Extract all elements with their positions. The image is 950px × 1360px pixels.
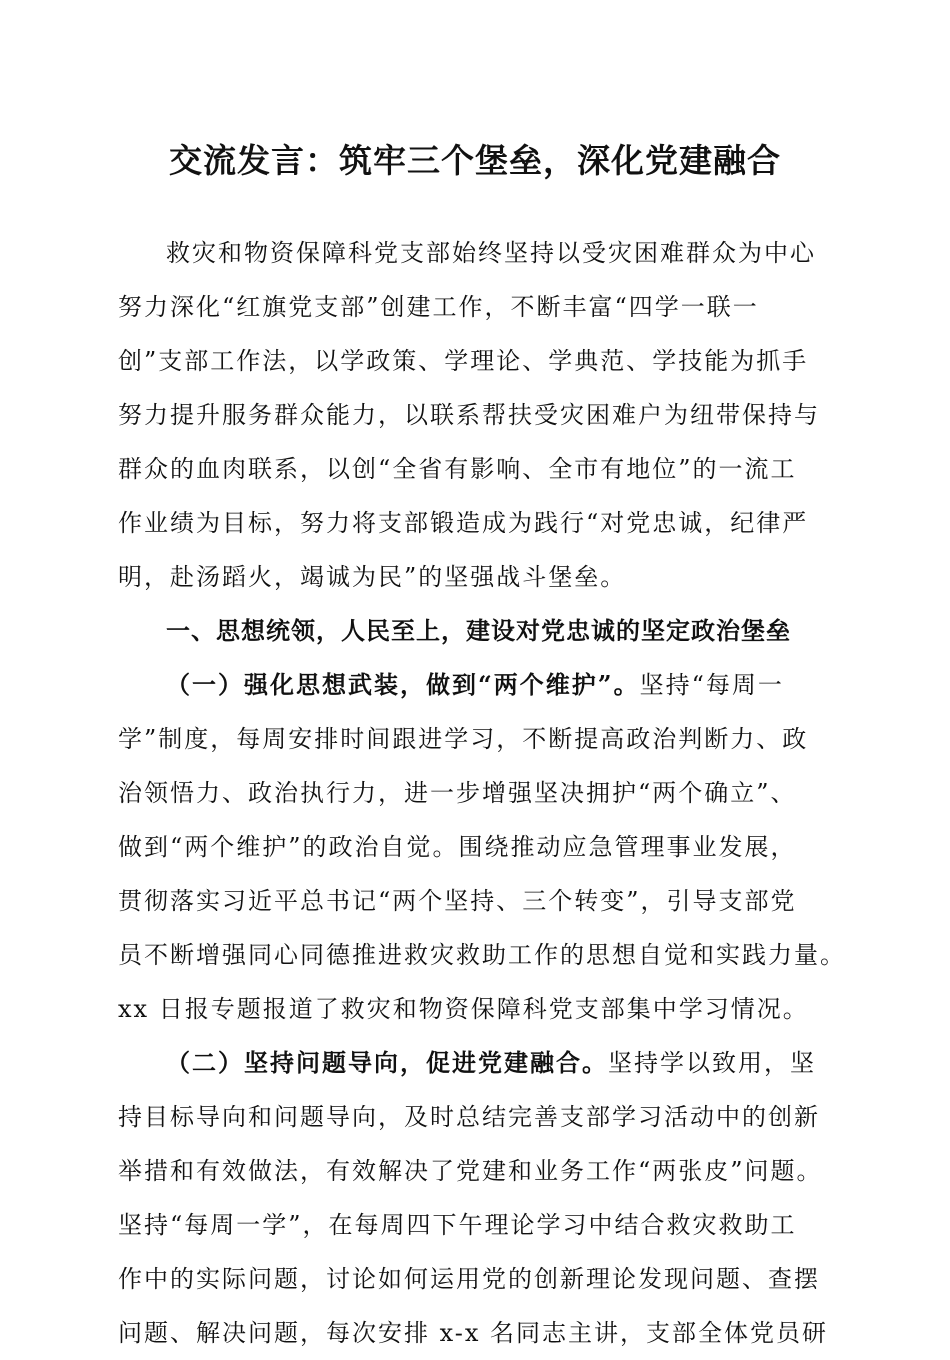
paragraph-1-line: 作业绩为目标，努力将支部锻造成为践行“对党忠诚，纪律严	[118, 509, 809, 537]
document-body	[118, 226, 846, 1360]
subsection-1-line: xx 日报专题报道了救灾和物资保障科党支部集中学习情况。	[118, 995, 809, 1023]
subsection-1-first-line	[118, 658, 838, 712]
subsection-2-line: 持目标导向和问题导向，及时总结完善支部学习活动中的创新	[118, 1103, 820, 1131]
subsection-1-line: 贯彻落实习近平总书记“两个坚持、三个转变”，引导支部党	[118, 887, 797, 915]
subsection-2-first-line	[118, 1036, 838, 1090]
section-heading-1: 一、思想统领，人民至上，建设对党忠诚的坚定政治堡垒	[166, 617, 791, 645]
paragraph-1-line: 救灾和物资保障科党支部始终坚持以受灾困难群众为中心	[166, 239, 816, 267]
subsection-2-lead: （二）坚持问题导向，促进党建融合。	[166, 1048, 608, 1077]
subsection-1-line: 坚持“每周一	[639, 671, 784, 699]
subsection-2-line: 举措和有效做法，有效解决了党建和业务工作“两张皮”问题。	[118, 1157, 823, 1185]
document-title: 交流发言：筑牢三个堡垒，深化党建融合	[169, 141, 781, 180]
paragraph-1-line: 努力提升服务群众能力，以联系帮扶受灾困难户为纽带保持与	[118, 401, 820, 429]
subsection-1-line: 员不断增强同心同德推进救灾救助工作的思想自觉和实践力量。	[118, 941, 846, 969]
subsection-1-lead: （一）强化思想武装，做到“两个维护”。	[166, 670, 640, 699]
paragraph-1-line: 明，赴汤蹈火，竭诚为民”的坚强战斗堡垒。	[118, 563, 627, 591]
subsection-2-line: 作中的实际问题，讨论如何运用党的创新理论发现问题、查摆	[118, 1265, 820, 1293]
paragraph-1-line: 创”支部工作法，以学政策、学理论、学典范、学技能为抓手	[118, 347, 809, 375]
subsection-2-line: 坚持“每周一学”，在每周四下午理论学习中结合救灾救助工	[118, 1211, 797, 1239]
subsection-2-line: 问题、解决问题，每次安排 x-x 名同志主讲，支部全体党员研	[118, 1319, 829, 1347]
subsection-1-line: 做到“两个维护”的政治自觉。围绕推动应急管理事业发展，	[118, 833, 797, 861]
paragraph-1-line: 努力深化“红旗党支部”创建工作，不断丰富“四学一联一	[118, 293, 759, 321]
subsection-1-line: 学”制度，每周安排时间跟进学习，不断提高政治判断力、政	[118, 725, 809, 753]
paragraph-1-line: 群众的血肉联系，以创“全省有影响、全市有地位”的一流工	[118, 455, 797, 483]
subsection-1-line: 治领悟力、政治执行力，进一步增强坚决拥护“两个确立”、	[118, 779, 797, 807]
subsection-2-line: 坚持学以致用，坚	[608, 1049, 816, 1077]
